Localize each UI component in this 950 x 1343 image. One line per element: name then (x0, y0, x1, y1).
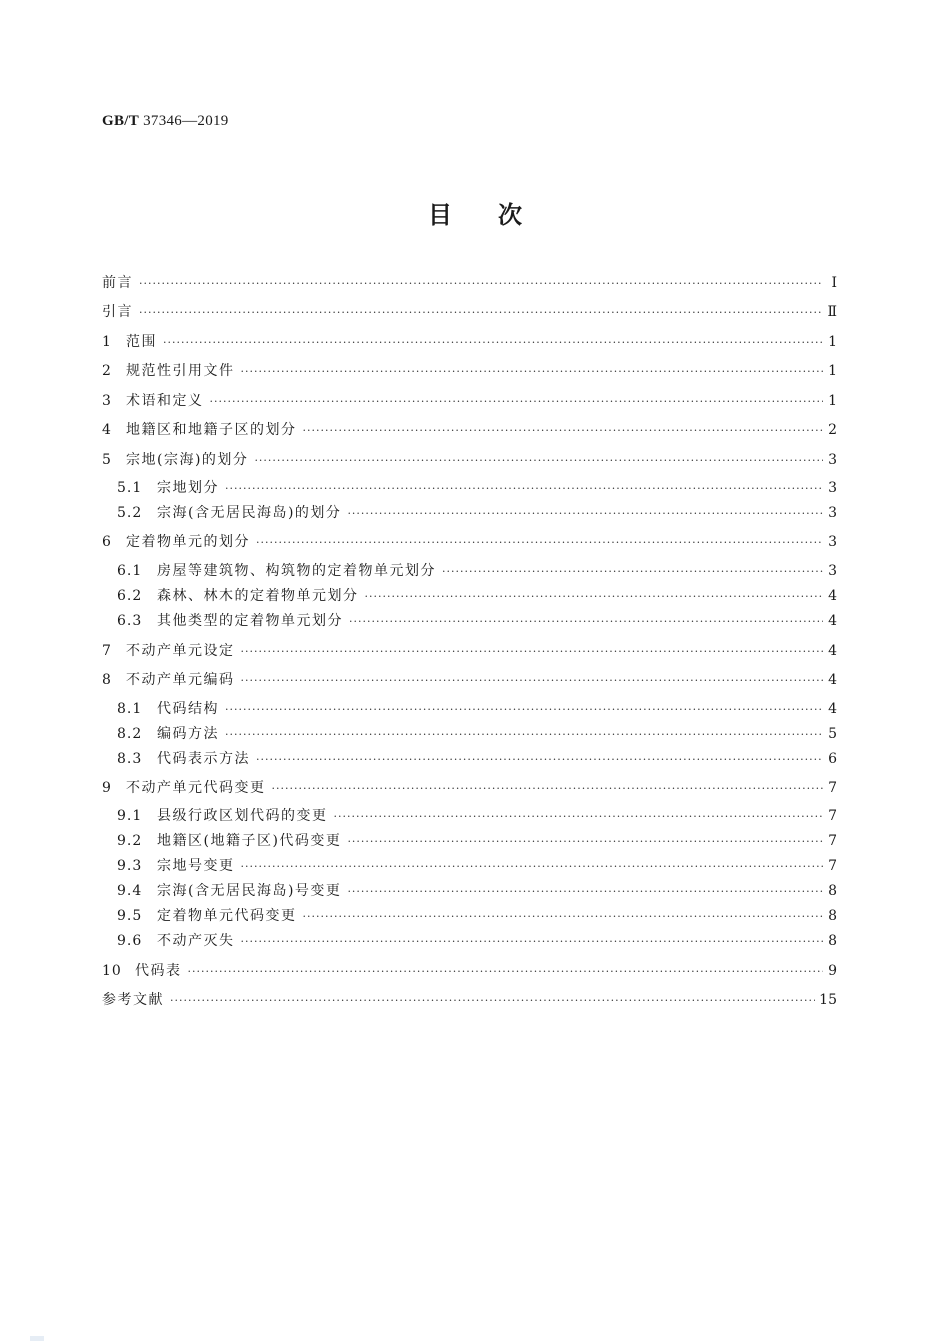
toc-entry-page: Ⅱ (827, 304, 837, 320)
toc-entry-label: 县级行政区划代码的变更 (157, 808, 328, 824)
toc-entry-number: 9.1 (117, 808, 143, 824)
toc-entry-page: 7 (828, 780, 837, 796)
toc-entry-number: 9 (102, 780, 112, 796)
toc-entry-number: 5.1 (117, 480, 143, 496)
toc-leader-dots (334, 806, 824, 828)
toc-entry-label: 代码结构 (157, 701, 219, 717)
toc-leader-dots (139, 273, 823, 295)
toc-entry-page: 1 (828, 363, 837, 379)
scan-artifact (30, 1336, 44, 1341)
toc-entry-label: 不动产灭失 (157, 933, 235, 949)
toc-leader-dots (241, 670, 824, 692)
toc-leader-dots (442, 561, 823, 583)
toc-entry[interactable] (117, 830, 837, 852)
toc-leader-dots (347, 503, 823, 525)
toc-entry-page: 4 (828, 613, 837, 629)
toc-entry-label: 前言 (102, 275, 133, 291)
toc-entry-page: 3 (828, 534, 837, 550)
toc-entry-number: 6.1 (117, 563, 143, 579)
toc-entry-page: 8 (828, 908, 837, 924)
toc-entry-label: 宗海(含无居民海岛)号变更 (157, 883, 342, 899)
toc-entry-label: 宗地划分 (157, 480, 219, 496)
toc-entry[interactable] (117, 748, 837, 770)
toc-leader-dots (256, 532, 823, 554)
toc-entry-label: 宗地号变更 (157, 858, 235, 874)
toc-entry-label: 宗地(宗海)的划分 (126, 452, 249, 468)
toc-leader-dots (347, 881, 823, 903)
toc-leader-dots (256, 749, 823, 771)
standard-code: 37346—2019 (143, 113, 229, 129)
toc-entry[interactable] (102, 531, 837, 553)
toc-entry-number: 6.3 (117, 613, 143, 629)
toc-leader-dots (241, 931, 824, 953)
toc-leader-dots (347, 831, 823, 853)
toc-leader-dots (163, 332, 823, 354)
toc-leader-dots (365, 586, 824, 608)
toc-entry-label: 不动产单元编码 (126, 672, 235, 688)
toc-entry-page: Ⅰ (831, 275, 837, 291)
toc-leader-dots (241, 641, 824, 663)
toc-entry-label: 范围 (126, 334, 157, 350)
toc-entry-page: 7 (828, 858, 837, 874)
toc-entry[interactable] (102, 777, 837, 799)
toc-entry-page: 9 (828, 963, 837, 979)
toc-leader-dots (303, 906, 824, 928)
toc-entry-label: 不动产单元设定 (126, 643, 235, 659)
toc-entry[interactable] (117, 905, 837, 927)
toc-entry-page: 4 (828, 588, 837, 604)
toc-leader-dots (210, 391, 824, 413)
toc-entry-number: 8.1 (117, 701, 143, 717)
toc-entry-page: 7 (828, 808, 837, 824)
toc-entry-number: 1 (102, 334, 112, 350)
toc-entry-page: 4 (828, 643, 837, 659)
toc-entry-number: 10 (102, 963, 122, 979)
toc-entry[interactable] (102, 669, 837, 691)
toc-leader-dots (272, 778, 824, 800)
toc-entry[interactable] (102, 960, 837, 982)
toc-entry-number: 8.2 (117, 726, 143, 742)
toc-leader-dots (254, 450, 823, 472)
toc-entry-label: 代码表示方法 (157, 751, 250, 767)
toc-entry-number: 9.5 (117, 908, 143, 924)
toc-leader-dots (225, 478, 823, 500)
toc-entry-label: 编码方法 (157, 726, 219, 742)
toc-entry[interactable] (102, 360, 837, 382)
toc-leader-dots (241, 856, 824, 878)
toc-entry-label: 地籍区和地籍子区的划分 (126, 422, 297, 438)
toc-entry-label: 房屋等建筑物、构筑物的定着物单元划分 (157, 563, 436, 579)
toc-entry-page: 3 (828, 480, 837, 496)
toc-entry-number: 7 (102, 643, 112, 659)
toc-entry[interactable] (117, 930, 837, 952)
toc-entry[interactable] (117, 585, 837, 607)
toc-entry[interactable] (102, 272, 837, 294)
toc-entry-page: 3 (828, 563, 837, 579)
toc-entry[interactable] (117, 502, 837, 524)
toc-entry-number: 2 (102, 363, 112, 379)
toc-entry-label: 代码表 (135, 963, 182, 979)
toc-entry-number: 5.2 (117, 505, 143, 521)
toc-entry-number: 9.3 (117, 858, 143, 874)
toc-entry-label: 森林、林木的定着物单元划分 (157, 588, 359, 604)
toc-entry-label: 定着物单元代码变更 (157, 908, 297, 924)
toc-entry-page: 4 (828, 701, 837, 717)
toc-entry-page: 8 (828, 883, 837, 899)
toc-leader-dots (139, 302, 823, 324)
standard-prefix: GB/T (102, 113, 140, 129)
toc-entry-number: 9.4 (117, 883, 143, 899)
toc-entry[interactable] (102, 989, 837, 1011)
toc-entry-page: 8 (828, 933, 837, 949)
toc-entry[interactable] (117, 477, 837, 499)
toc-entry-page: 5 (828, 726, 837, 742)
toc-entry-label: 引言 (102, 304, 133, 320)
toc-leader-dots (225, 699, 823, 721)
toc-entry[interactable] (102, 419, 837, 441)
toc-entry-label: 其他类型的定着物单元划分 (157, 613, 343, 629)
toc-entry-page: 1 (828, 393, 837, 409)
toc-entry[interactable] (117, 805, 837, 827)
toc-entry[interactable] (102, 331, 837, 353)
toc-entry[interactable] (117, 855, 837, 877)
toc-entry[interactable] (102, 390, 837, 412)
toc-leader-dots (188, 961, 824, 983)
toc-entry-number: 9.6 (117, 933, 143, 949)
toc-entry-page: 6 (828, 751, 837, 767)
toc-entry[interactable] (117, 698, 837, 720)
toc-leader-dots (241, 361, 824, 383)
toc-entry-label: 规范性引用文件 (126, 363, 235, 379)
toc-entry[interactable] (117, 723, 837, 745)
standard-number (102, 113, 229, 130)
toc-entry[interactable] (117, 560, 837, 582)
toc-entry-label: 不动产单元代码变更 (126, 780, 266, 796)
page-title: 目次 (428, 201, 568, 229)
toc-entry-page: 7 (828, 833, 837, 849)
toc-entry-number: 6 (102, 534, 112, 550)
toc-entry-label: 宗海(含无居民海岛)的划分 (157, 505, 342, 521)
toc-entry-page: 15 (819, 992, 837, 1008)
toc-entry[interactable] (117, 880, 837, 902)
toc-leader-dots (225, 724, 823, 746)
toc-entry-page: 1 (828, 334, 837, 350)
toc-entry-number: 3 (102, 393, 112, 409)
toc-entry-label: 术语和定义 (126, 393, 204, 409)
toc-leader-dots (170, 990, 815, 1012)
toc-entry[interactable] (102, 640, 837, 662)
toc-entry-label: 地籍区(地籍子区)代码变更 (157, 833, 342, 849)
toc-entry-number: 5 (102, 452, 112, 468)
toc-entry-page: 3 (828, 452, 837, 468)
toc-leader-dots (349, 611, 823, 633)
toc-entry-label: 参考文献 (102, 992, 164, 1008)
toc-entry-number: 6.2 (117, 588, 143, 604)
toc-entry-number: 9.2 (117, 833, 143, 849)
toc-entry[interactable] (102, 449, 837, 471)
toc-entry-number: 8.3 (117, 751, 143, 767)
toc-entry[interactable] (102, 301, 837, 323)
toc-entry-page: 2 (828, 422, 837, 438)
toc-entry-page: 4 (828, 672, 837, 688)
toc-entry-number: 8 (102, 672, 112, 688)
toc-leader-dots (303, 420, 824, 442)
toc-entry[interactable] (117, 610, 837, 632)
toc-entry-label: 定着物单元的划分 (126, 534, 250, 550)
toc-entry-number: 4 (102, 422, 112, 438)
toc-entry-page: 3 (828, 505, 837, 521)
